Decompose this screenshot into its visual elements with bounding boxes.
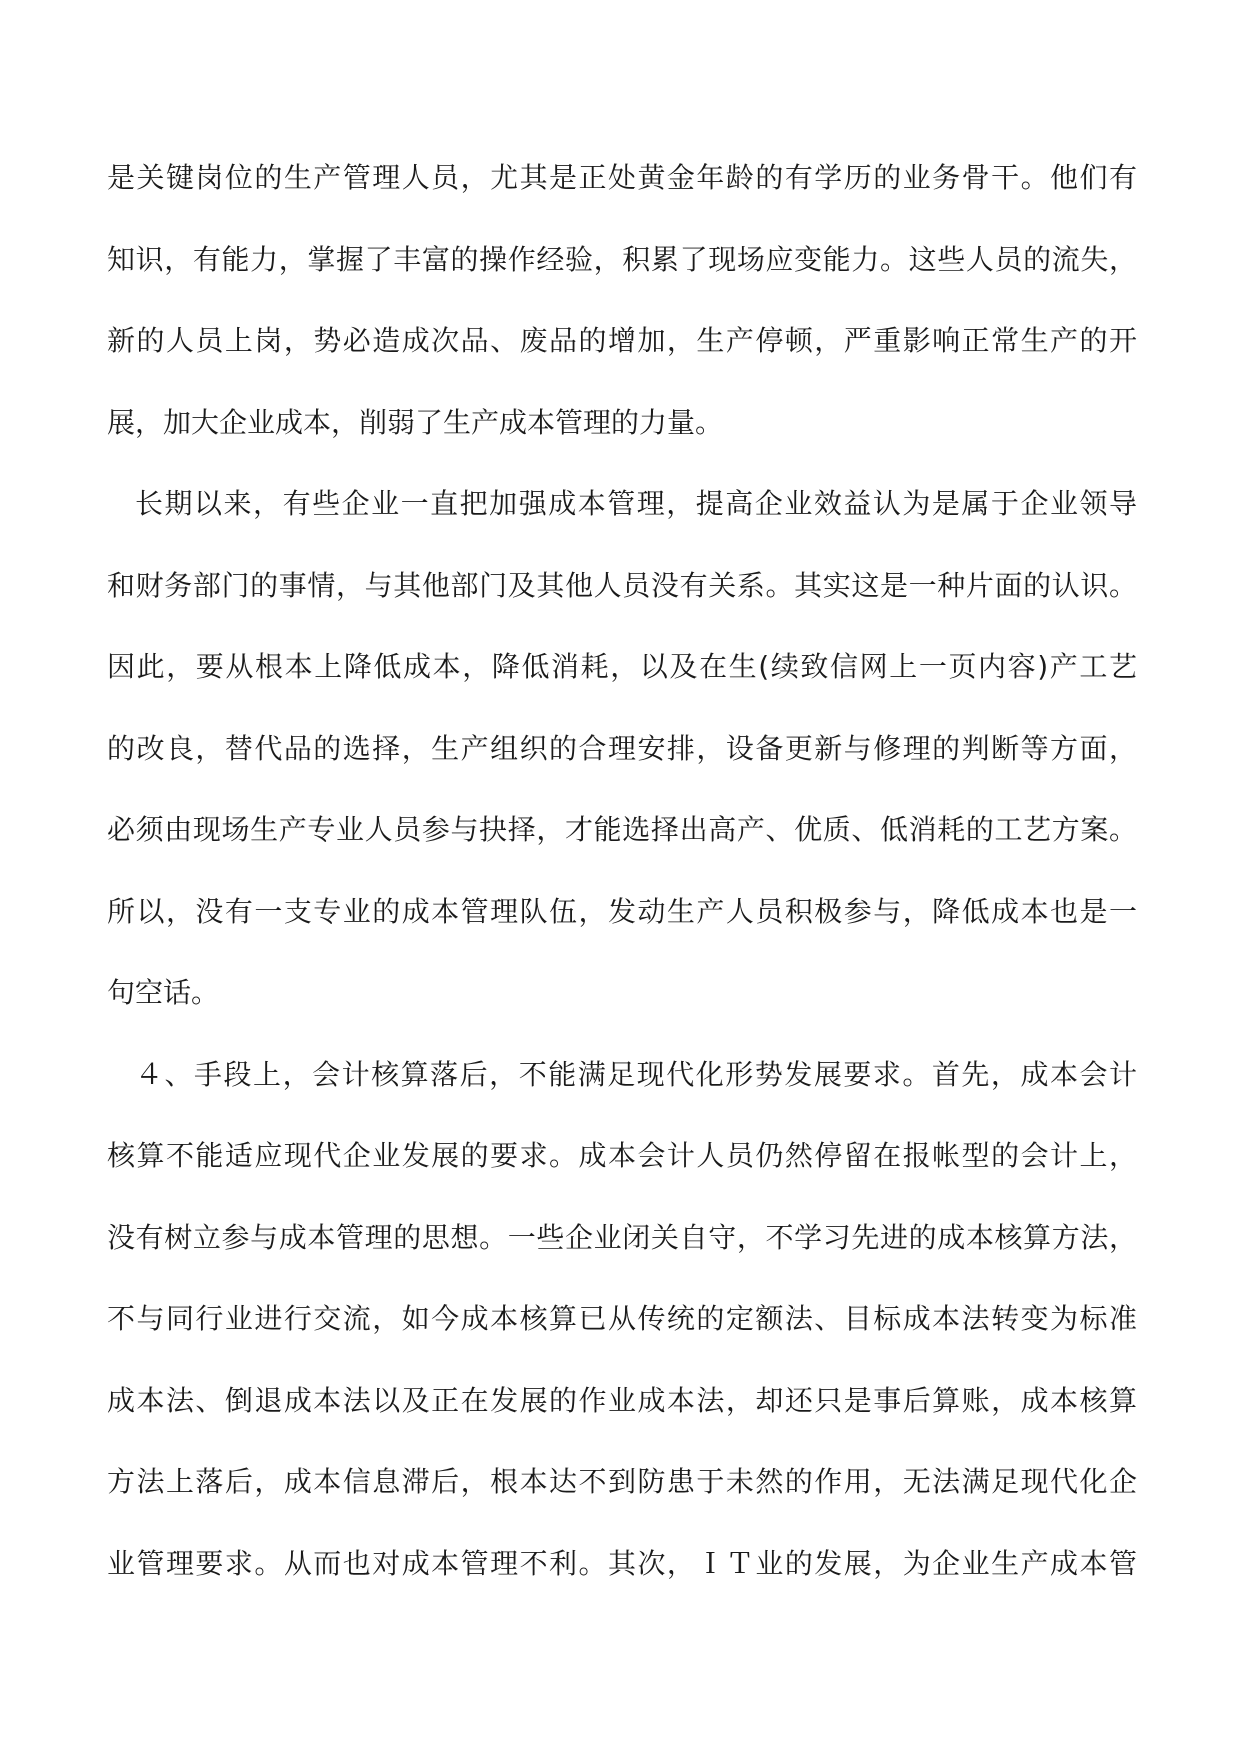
text-line: 是关键岗位的生产管理人员，尤其是正处黄金年龄的有学历的业务骨干。他们有	[107, 161, 1137, 194]
text-line: 长期以来，有些企业一直把加强成本管理，提高企业效益认为是属于企业领导	[135, 487, 1137, 520]
text-line: 不与同行业进行交流，如今成本核算已从传统的定额法、目标成本法转变为标准	[107, 1302, 1137, 1335]
text-line: 核算不能适应现代企业发展的要求。成本会计人员仍然停留在报帐型的会计上，	[107, 1139, 1137, 1172]
text-line: 方法上落后，成本信息滞后，根本达不到防患于未然的作用，无法满足现代化企	[107, 1465, 1137, 1498]
text-line: 成本法、倒退成本法以及正在发展的作业成本法，却还只是事后算账，成本核算	[107, 1383, 1137, 1417]
text-line: 和财务部门的事情，与其他部门及其他人员没有关系。其实这是一种片面的认识。	[107, 568, 1137, 602]
text-line: 句空话。	[107, 976, 220, 1009]
text-line: ４、手段上，会计核算落后，不能满足现代化形势发展要求。首先，成本会计	[135, 1057, 1137, 1091]
text-line: 知识，有能力，掌握了丰富的操作经验，积累了现场应变能力。这些人员的流失，	[107, 242, 1137, 276]
text-line: 因此，要从根本上降低成本，降低消耗，以及在生(续致信网上一页内容)产工艺	[107, 650, 1137, 683]
body-text	[107, 163, 1137, 1630]
text-line: 新的人员上岗，势必造成次品、废品的增加，生产停顿，严重影响正常生产的开	[107, 324, 1137, 357]
text-line: 展，加大企业成本，削弱了生产成本管理的力量。	[107, 405, 724, 439]
text-line: 的改良，替代品的选择，生产组织的合理安排，设备更新与修理的判断等方面，	[107, 731, 1137, 765]
text-line: 没有树立参与成本管理的思想。一些企业闭关自守，不学习先进的成本核算方法，	[107, 1220, 1137, 1254]
text-line: 业管理要求。从而也对成本管理不利。其次，ＩＴ业的发展，为企业生产成本管	[107, 1546, 1137, 1580]
text-line: 所以，没有一支专业的成本管理队伍，发动生产人员积极参与，降低成本也是一	[107, 894, 1137, 928]
text-line: 必须由现场生产专业人员参与抉择，才能选择出高产、优质、低消耗的工艺方案。	[107, 813, 1137, 846]
